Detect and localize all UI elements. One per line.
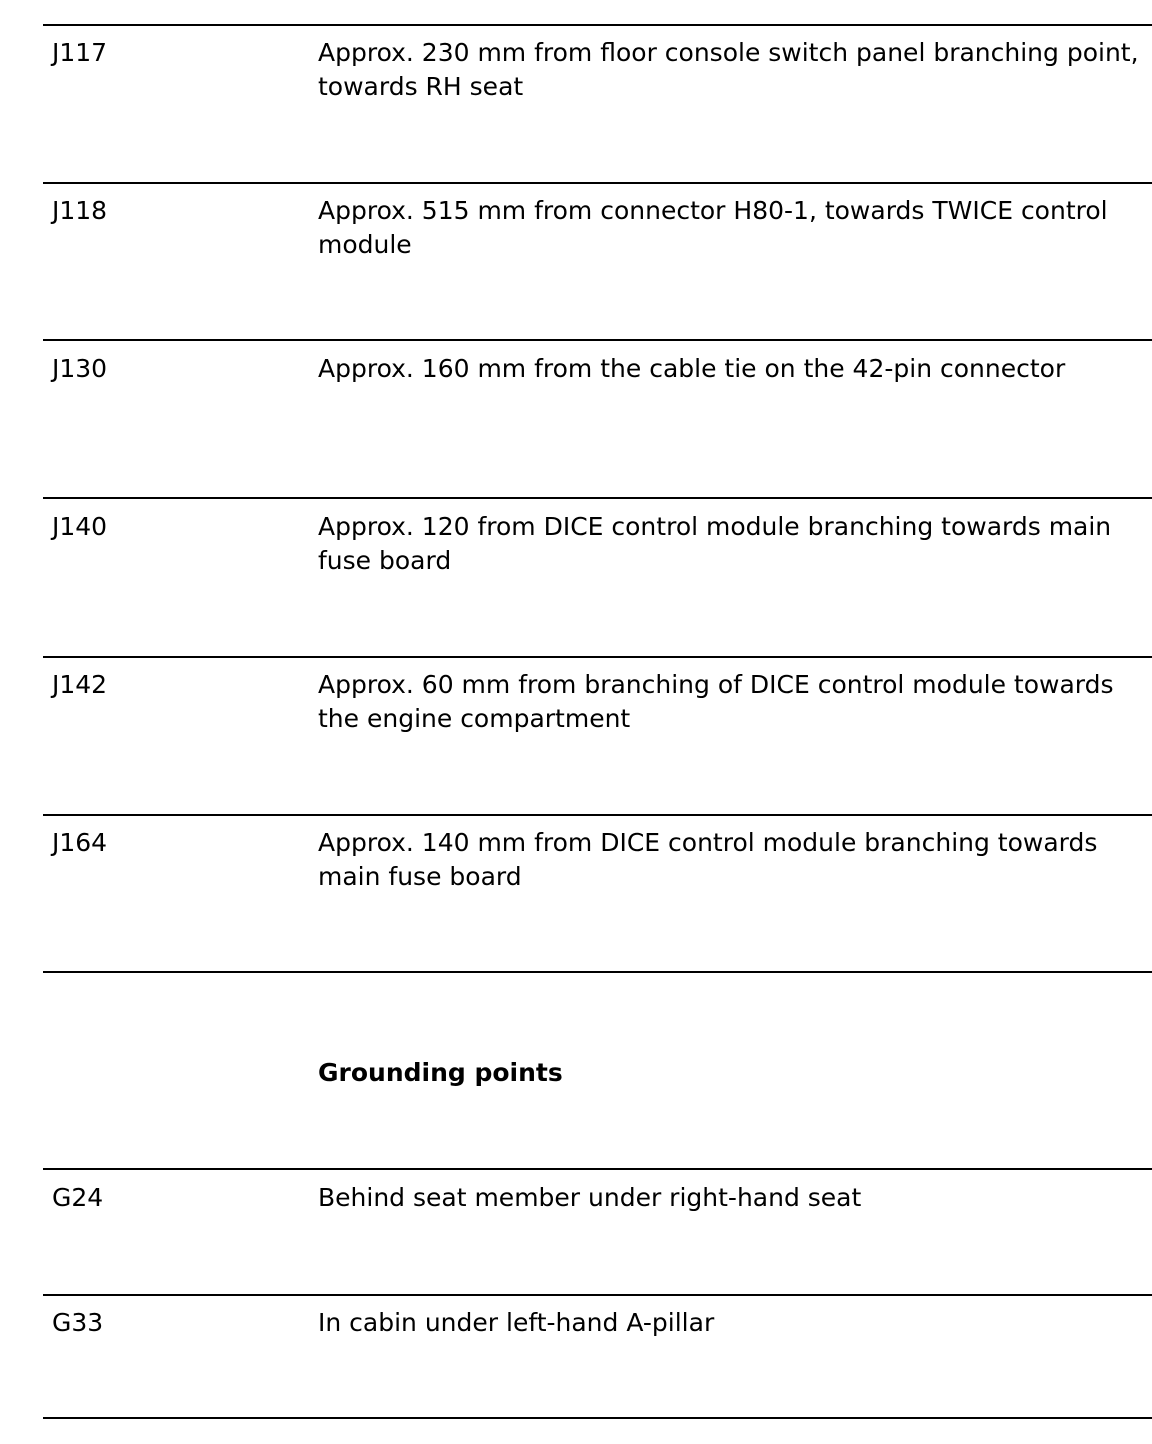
row-description: In cabin under left-hand A-pillar [318,1308,715,1337]
row-code: J118 [52,196,108,225]
rule-bottom [43,1417,1152,1419]
row-code: G33 [52,1308,104,1337]
row-divider [43,971,1152,973]
rule-top [43,24,1152,26]
row-code: J117 [52,38,108,67]
row-description: Approx. 120 from DICE control module branching towards main fuse board [318,512,1112,575]
row-divider [43,1294,1152,1296]
row-divider [43,1168,1152,1170]
row-divider [43,182,1152,184]
row-code: J164 [52,828,108,857]
row-description: Approx. 140 mm from DICE control module branching towards main fuse board [318,828,1098,891]
row-code: J130 [52,354,108,383]
row-description: Approx. 160 mm from the cable tie on the 42-pin connector [318,354,1066,383]
row-description: Behind seat member under right-hand seat [318,1183,862,1212]
row-code: J142 [52,670,108,699]
row-description: Approx. 230 mm from floor console switch panel branching point, towards RH seat [318,38,1139,101]
row-code: G24 [52,1183,104,1212]
row-description: Approx. 60 mm from branching of DICE control module towards the engine compartment [318,670,1114,733]
section-heading: Grounding points [318,1058,563,1087]
row-code: J140 [52,512,108,541]
row-divider [43,339,1152,341]
row-description: Approx. 515 mm from connector H80-1, towards TWICE control module [318,196,1108,259]
row-divider [43,814,1152,816]
row-divider [43,656,1152,658]
row-divider [43,497,1152,499]
